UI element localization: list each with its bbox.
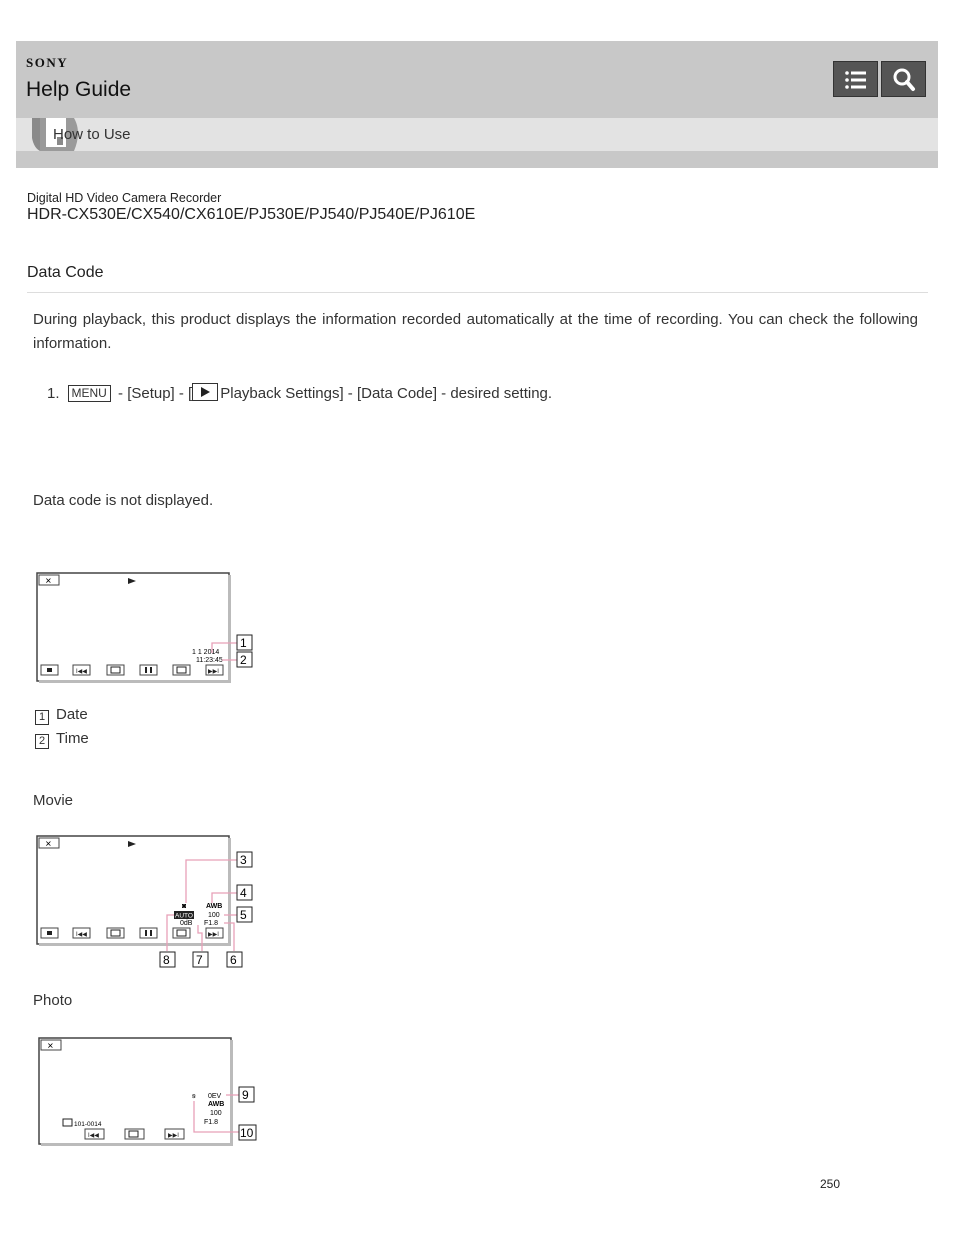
prev-icon: I◀◀ xyxy=(76,669,87,675)
photo-label: Photo xyxy=(33,992,73,1009)
stop-icon xyxy=(47,668,52,672)
flash-icon: ꞩ xyxy=(192,1093,196,1100)
iso-text: 100 xyxy=(210,1110,222,1117)
header-bar xyxy=(16,41,938,118)
menu-key-icon: MENU xyxy=(68,385,111,402)
step-text-b: Playback Settings] - [Data Code] - desired setting. xyxy=(220,385,553,402)
svg-text:✕: ✕ xyxy=(45,839,52,849)
awb-text: AWB xyxy=(206,903,223,910)
svg-text:I◀◀: I◀◀ xyxy=(88,1133,99,1139)
callout-3: 3 xyxy=(240,853,247,867)
search-icon xyxy=(882,62,927,98)
title-divider xyxy=(27,292,928,293)
step-text-a: - [Setup] - [ xyxy=(113,385,193,402)
svg-text:✕: ✕ xyxy=(45,576,52,586)
callout-5: 5 xyxy=(240,908,247,922)
off-description: Data code is not displayed. xyxy=(33,492,214,509)
svg-text:✕: ✕ xyxy=(47,1041,54,1051)
callout-4: 4 xyxy=(240,886,247,900)
page-title: Data Code xyxy=(27,264,104,281)
product-models: HDR-CX530E/CX540/CX610E/PJ530E/PJ540/PJ540E/PJ610E xyxy=(27,206,476,223)
callout-8: 8 xyxy=(163,953,170,967)
playback-icon xyxy=(192,383,218,401)
step-number: 1. xyxy=(47,385,60,402)
pause-icon xyxy=(145,667,147,673)
svg-text:I◀◀: I◀◀ xyxy=(76,932,87,938)
legend-number: 1 xyxy=(35,710,49,725)
fnum-text: F1.8 xyxy=(204,1119,219,1126)
file-number: 101-0014 xyxy=(74,1121,102,1128)
figure-movie xyxy=(34,833,259,973)
screen-frame xyxy=(37,573,229,681)
callout-10: 10 xyxy=(240,1126,254,1140)
legend-label: Time xyxy=(56,730,89,747)
callout-9: 9 xyxy=(242,1088,249,1102)
site-header xyxy=(16,41,938,168)
figure-photo xyxy=(36,1035,261,1150)
legend-number: 2 xyxy=(35,734,49,749)
search-button[interactable] xyxy=(881,61,926,97)
legend-item xyxy=(35,706,88,725)
step-1 xyxy=(47,383,552,402)
ev-text: 0EV xyxy=(208,1093,222,1100)
legend-item xyxy=(35,730,89,749)
figure-date-time xyxy=(34,570,259,685)
callout-7: 7 xyxy=(196,953,203,967)
legend-label: Date xyxy=(56,706,88,723)
next-icon: ▶▶I xyxy=(208,669,219,675)
fnum-text: F1.8 xyxy=(204,920,219,927)
movie-label: Movie xyxy=(33,792,74,809)
mode-text: AUTO xyxy=(175,912,193,920)
callout-2: 2 xyxy=(240,653,247,667)
toc-button[interactable] xyxy=(833,61,878,97)
category-bar xyxy=(16,118,938,151)
intro-paragraph: During playback, this product displays the information recorded automatically at the time of recording. You can check the following information. xyxy=(33,311,918,352)
page-number: 250 xyxy=(820,1177,841,1191)
date-text: 1 1 2014 xyxy=(192,649,220,656)
callout-6: 6 xyxy=(230,953,237,967)
iso-text: 100 xyxy=(208,912,220,919)
product-type: Digital HD Video Camera Recorder xyxy=(27,191,222,205)
svg-text:▶▶I: ▶▶I xyxy=(168,1133,179,1139)
svg-text:▶▶I: ▶▶I xyxy=(208,932,219,938)
brand-logo: SONY xyxy=(26,55,69,70)
camera-icon: ◙ xyxy=(182,903,187,910)
list-icon xyxy=(834,62,879,98)
header-footer-bar xyxy=(16,151,938,168)
gain-text: 0dB xyxy=(180,920,193,927)
awb-text: AWB xyxy=(208,1101,225,1108)
category-link[interactable]: How to Use xyxy=(53,126,131,143)
callout-1: 1 xyxy=(240,636,247,650)
site-title[interactable]: Help Guide xyxy=(26,78,132,101)
time-text: 11:23:45 xyxy=(196,657,223,664)
